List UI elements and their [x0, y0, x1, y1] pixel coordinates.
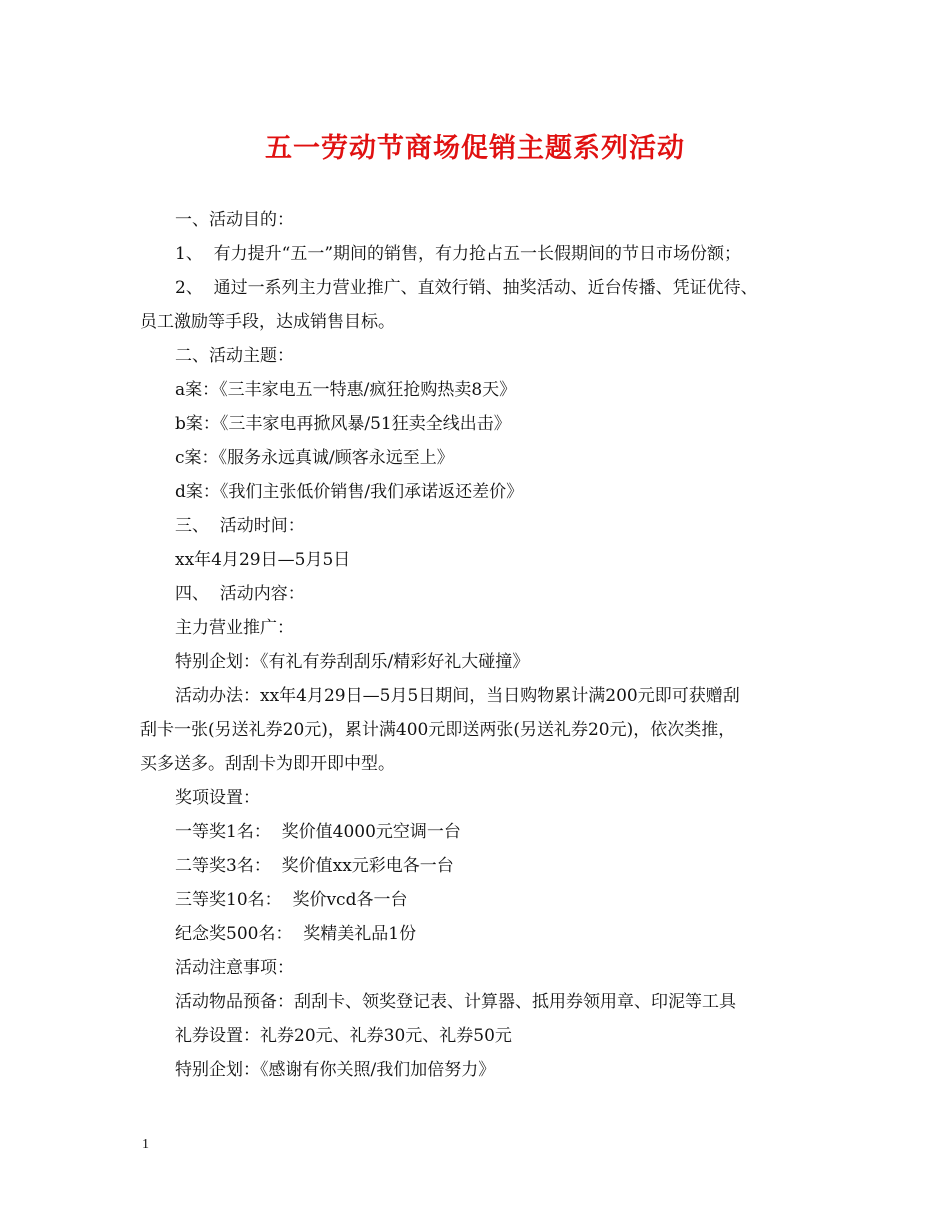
paragraph-line: 活动办法：xx年4月29日—5月5日期间，当日购物累计满200元即可获赠刮: [175, 686, 740, 706]
paragraph-line: 礼券设置：礼券20元、礼券30元、礼券50元: [175, 1026, 512, 1046]
paragraph-line: 买多送多。刮刮卡为即开即中型。: [140, 754, 395, 774]
theme-option-a: a案：《三丰家电五一特惠/疯狂抢购热卖8天》: [175, 380, 517, 400]
special-plan-line: 特别企划：《感谢有你关照/我们加倍努力》: [175, 1060, 496, 1080]
theme-option-d: d案：《我们主张低价销售/我们承诺返还差价》: [175, 482, 524, 502]
activity-date-range: xx年4月29日—5月5日: [175, 550, 351, 570]
theme-option-b: b案：《三丰家电再掀风暴/51狂卖全线出击》: [175, 414, 511, 434]
prize-line: 一等奖1名： 奖价值4000元空调一台: [175, 822, 461, 842]
prize-line: 二等奖3名： 奖价值xx元彩电各一台: [175, 856, 454, 876]
paragraph-line: 刮卡一张(另送礼券20元)，累计满400元即送两张(另送礼券20元)，依次类推，: [140, 720, 736, 740]
subheading: 主力营业推广：: [175, 618, 294, 638]
page-number: 1: [142, 1137, 149, 1152]
subheading: 活动注意事项：: [175, 958, 294, 978]
prize-line: 三等奖10名： 奖价vcd各一台: [175, 890, 408, 910]
paragraph-line: 1、 有力提升“五一”期间的销售，有力抢占五一长假期间的节日市场份额；: [175, 244, 742, 264]
subheading: 奖项设置：: [175, 788, 260, 808]
theme-option-c: c案：《服务永远真诚/顾客永远至上》: [175, 448, 454, 468]
paragraph-line: 活动物品预备：刮刮卡、领奖登记表、计算器、抵用券领用章、印泥等工具: [175, 992, 736, 1012]
page-title: 五一劳动节商场促销主题系列活动: [265, 133, 685, 164]
section-heading-purpose: 一、活动目的：: [175, 210, 294, 230]
section-heading-time: 三、 活动时间：: [175, 516, 305, 536]
paragraph-line: 员工激励等手段，达成销售目标。: [140, 312, 395, 332]
prize-line: 纪念奖500名： 奖精美礼品1份: [175, 924, 417, 944]
paragraph-line: 2、 通过一系列主力营业推广、直效行销、抽奖活动、近台传播、凭证优待、: [175, 278, 758, 298]
special-plan-line: 特别企划：《有礼有券刮刮乐/精彩好礼大碰撞》: [175, 652, 530, 672]
section-heading-theme: 二、活动主题：: [175, 346, 294, 366]
section-heading-content: 四、 活动内容：: [175, 584, 305, 604]
